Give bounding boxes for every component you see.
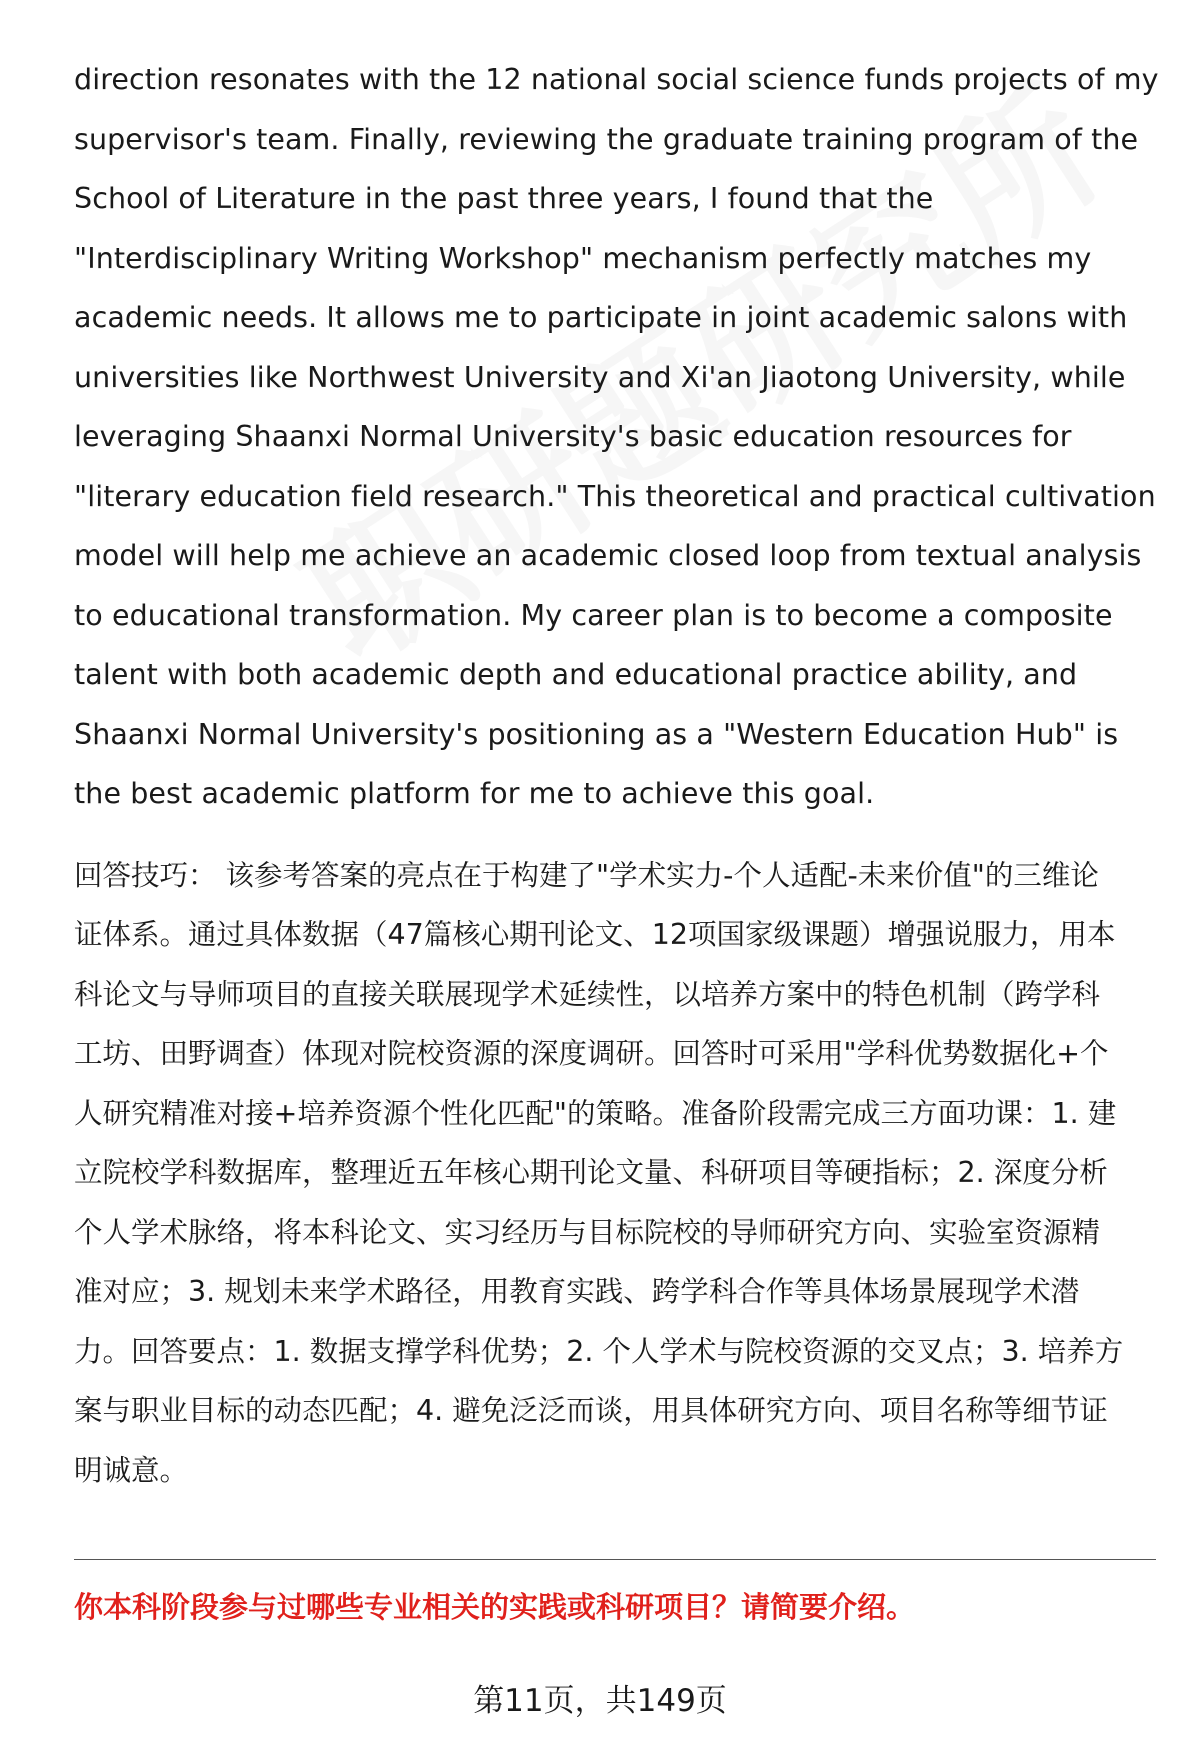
next-question-heading: 你本科阶段参与过哪些专业相关的实践或科研项目？请简要介绍。 — [74, 1590, 916, 1624]
text-line: model will help me achieve an academic closed loop from textual analysis — [74, 539, 1142, 572]
text-line: "literary education field research." This theoretical and practical cultivation — [74, 479, 1156, 513]
text-line: 案与职业目标的动态匹配；4. 避免泛泛而谈，用具体研究方向、项目名称等细节证 — [74, 1394, 1108, 1427]
text-line: 个人学术脉络，将本科论文、实习经历与目标院校的导师研究方向、实验室资源精 — [74, 1215, 1101, 1249]
text-line: Shaanxi Normal University's positioning as a "Western Education Hub" is — [74, 717, 1119, 751]
text-line: 科论文与导师项目的直接关联展现学术延续性，以培养方案中的特色机制（跨学科 — [74, 977, 1101, 1011]
answer-paragraph-en — [74, 50, 1159, 824]
section-divider — [74, 1559, 1156, 1560]
text-line: "Interdisciplinary Writing Workshop" mechanism perfectly matches my — [74, 241, 1092, 275]
text-line: talent with both academic depth and educational practice ability, and — [74, 658, 1078, 691]
text-line: School of Literature in the past three years, I found that the — [74, 182, 934, 215]
text-line: 人研究精准对接+培养资源个性化匹配"的策略。准备阶段需完成三方面功课：1. 建 — [74, 1096, 1117, 1130]
text-line: 回答技巧： 该参考答案的亮点在于构建了"学术实力-个人适配-未来价值"的三维论 — [74, 858, 1099, 892]
text-line: 证体系。通过具体数据（47篇核心期刊论文、12项国家级课题）增强说服力，用本 — [74, 918, 1116, 951]
text-line: supervisor's team. Finally, reviewing the graduate training program of the — [74, 122, 1139, 156]
text-line: 力。回答要点：1. 数据支撑学科优势；2. 个人学术与院校资源的交叉点；3. 培养方 — [74, 1334, 1124, 1368]
text-line: the best academic platform for me to achieve this goal. — [74, 777, 875, 810]
text-line: 准对应；3. 规划未来学术路径，用教育实践、跨学科合作等具体场景展现学术潜 — [74, 1275, 1080, 1308]
text-line: to educational transformation. My career plan is to become a composite — [74, 598, 1113, 632]
answer-tips — [74, 846, 1154, 1501]
document-body — [74, 50, 1159, 1500]
text-line: universities like Northwest University and Xi'an Jiaotong University, while — [74, 360, 1126, 394]
text-line: academic needs. It allows me to participate in joint academic salons with — [74, 301, 1128, 334]
page-number: 第11页，共149页 — [473, 1683, 727, 1719]
text-line: 工坊、田野调查）体现对院校资源的深度调研。回答时可采用"学科优势数据化+个 — [74, 1037, 1109, 1070]
text-line: direction resonates with the 12 national social science funds projects of my — [74, 63, 1159, 96]
text-line: 立院校学科数据库，整理近五年核心期刊论文量、科研项目等硬指标；2. 深度分析 — [74, 1156, 1108, 1189]
text-line: leveraging Shaanxi Normal University's basic education resources for — [74, 420, 1072, 453]
text-line: 明诚意。 — [74, 1453, 189, 1487]
